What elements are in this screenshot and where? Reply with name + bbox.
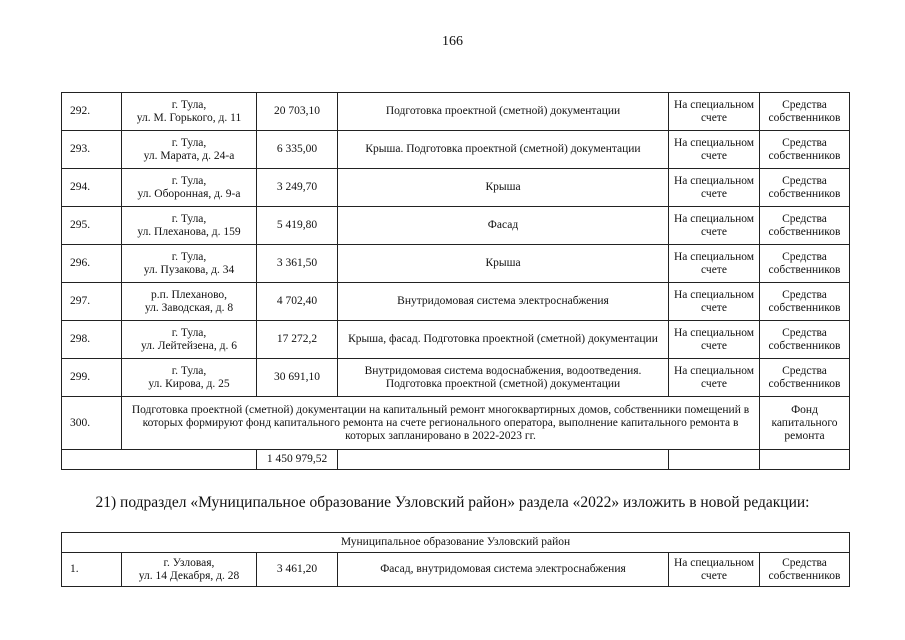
work-type-cell: Фасад, внутридомовая система электроснабжения xyxy=(338,553,669,587)
funding-source-cell: Фонд капитального ремонта xyxy=(760,397,850,450)
funding-source-cell: Средства собственников xyxy=(760,207,850,245)
row-number: 294. xyxy=(62,169,122,207)
account-cell: На специальном счете xyxy=(669,207,760,245)
total-empty-cell xyxy=(760,450,850,470)
table-row xyxy=(62,169,850,207)
row-number: 298. xyxy=(62,321,122,359)
account-cell: На специальном счете xyxy=(669,245,760,283)
table-row xyxy=(62,321,850,359)
table-row xyxy=(62,553,850,587)
address-cell xyxy=(122,169,257,207)
cost-cell: 30 691,10 xyxy=(257,359,338,397)
work-type-cell: Внутридомовая система электроснабжения xyxy=(338,283,669,321)
address-cell xyxy=(122,207,257,245)
work-type-cell: Внутридомовая система водоснабжения, водоотведения. Подготовка проектной (сметной) документации xyxy=(338,359,669,397)
address-street: ул. М. Горького, д. 11 xyxy=(136,111,242,124)
account-cell: На специальном счете xyxy=(669,283,760,321)
cost-cell: 4 702,40 xyxy=(257,283,338,321)
work-type-cell: Крыша. Подготовка проектной (сметной) документации xyxy=(338,131,669,169)
row-number: 300. xyxy=(62,397,122,450)
total-empty-cell xyxy=(338,450,669,470)
address-city: г. Тула, xyxy=(171,174,207,187)
address-city: р.п. Плеханово, xyxy=(150,288,228,301)
account-cell: На специальном счете xyxy=(669,93,760,131)
capital-repair-table xyxy=(61,92,850,470)
work-type-cell: Фасад xyxy=(338,207,669,245)
address-city: г. Узловая, xyxy=(163,556,215,569)
account-cell: На специальном счете xyxy=(669,169,760,207)
funding-source-cell: Средства собственников xyxy=(760,359,850,397)
amendment-instruction: 21) подраздел «Муниципальное образование Узловский район» раздела «2022» изложить в новой редакции: xyxy=(95,494,810,511)
address-city: г. Тула, xyxy=(171,136,207,149)
row-number: 296. xyxy=(62,245,122,283)
funding-source-cell: Средства собственников xyxy=(760,131,850,169)
district-header: Муниципальное образование Узловский район xyxy=(62,533,850,553)
table-row-300 xyxy=(62,397,850,450)
work-type-cell: Подготовка проектной (сметной) документации xyxy=(338,93,669,131)
row-number: 292. xyxy=(62,93,122,131)
uzlovaya-district-table xyxy=(61,532,850,587)
funding-source-cell: Средства собственников xyxy=(760,283,850,321)
address-cell xyxy=(122,245,257,283)
address-street: ул. Пузакова, д. 34 xyxy=(143,263,235,276)
address-street: ул. 14 Декабря, д. 28 xyxy=(138,569,240,582)
address-cell xyxy=(122,283,257,321)
row-number: 299. xyxy=(62,359,122,397)
cost-cell: 3 461,20 xyxy=(257,553,338,587)
address-city: г. Тула, xyxy=(171,250,207,263)
account-cell: На специальном счете xyxy=(669,321,760,359)
table-row xyxy=(62,283,850,321)
funding-source-cell: Средства собственников xyxy=(760,245,850,283)
table-row xyxy=(62,207,850,245)
page-number: 166 xyxy=(442,34,463,49)
address-city: г. Тула, xyxy=(171,98,207,111)
cost-cell: 3 361,50 xyxy=(257,245,338,283)
row-number: 293. xyxy=(62,131,122,169)
funding-source-cell: Средства собственников xyxy=(760,169,850,207)
total-sum: 1 450 979,52 xyxy=(257,450,338,470)
address-street: ул. Лейтейзена, д. 6 xyxy=(140,339,237,352)
address-cell xyxy=(122,553,257,587)
address-cell xyxy=(122,321,257,359)
uzlovaya-table-body xyxy=(62,533,850,587)
address-street: ул. Марата, д. 24-а xyxy=(143,149,235,162)
table-row xyxy=(62,93,850,131)
total-row xyxy=(62,450,850,470)
address-city: г. Тула, xyxy=(171,326,207,339)
address-street: ул. Заводская, д. 8 xyxy=(144,301,234,314)
address-street: ул. Кирова, д. 25 xyxy=(148,377,230,390)
cost-cell: 5 419,80 xyxy=(257,207,338,245)
capital-repair-table-body xyxy=(62,93,850,470)
work-type-cell: Крыша xyxy=(338,169,669,207)
total-empty-cell xyxy=(669,450,760,470)
account-cell: На специальном счете xyxy=(669,553,760,587)
table-row xyxy=(62,131,850,169)
account-cell: На специальном счете xyxy=(669,131,760,169)
cost-cell: 3 249,70 xyxy=(257,169,338,207)
address-street: ул. Плеханова, д. 159 xyxy=(137,225,241,238)
work-type-cell: Крыша xyxy=(338,245,669,283)
row-number: 297. xyxy=(62,283,122,321)
table-row xyxy=(62,245,850,283)
cost-cell: 20 703,10 xyxy=(257,93,338,131)
row-number: 1. xyxy=(62,553,122,587)
funding-source-cell: Средства собственников xyxy=(760,321,850,359)
total-empty-cell xyxy=(62,450,257,470)
table-row xyxy=(62,359,850,397)
address-cell xyxy=(122,93,257,131)
work-type-cell: Крыша, фасад. Подготовка проектной (сметной) документации xyxy=(338,321,669,359)
address-city: г. Тула, xyxy=(171,212,207,225)
cost-cell: 17 272,2 xyxy=(257,321,338,359)
address-city: г. Тула, xyxy=(171,364,207,377)
address-cell xyxy=(122,131,257,169)
funding-source-cell: Средства собственников xyxy=(760,93,850,131)
address-cell xyxy=(122,359,257,397)
cost-cell: 6 335,00 xyxy=(257,131,338,169)
district-header-row xyxy=(62,533,850,553)
regional-operator-description: Подготовка проектной (сметной) документации на капитальный ремонт многоквартирных домов, собственники помещений в которых формируют фонд капитального ремонта на счете регионального оператора, выполнение капитального ремонта в которых запланировано в 2022-2023 гг. xyxy=(122,397,760,450)
row-number: 295. xyxy=(62,207,122,245)
funding-source-cell: Средства собственников xyxy=(760,553,850,587)
account-cell: На специальном счете xyxy=(669,359,760,397)
address-street: ул. Оборонная, д. 9-а xyxy=(137,187,241,200)
